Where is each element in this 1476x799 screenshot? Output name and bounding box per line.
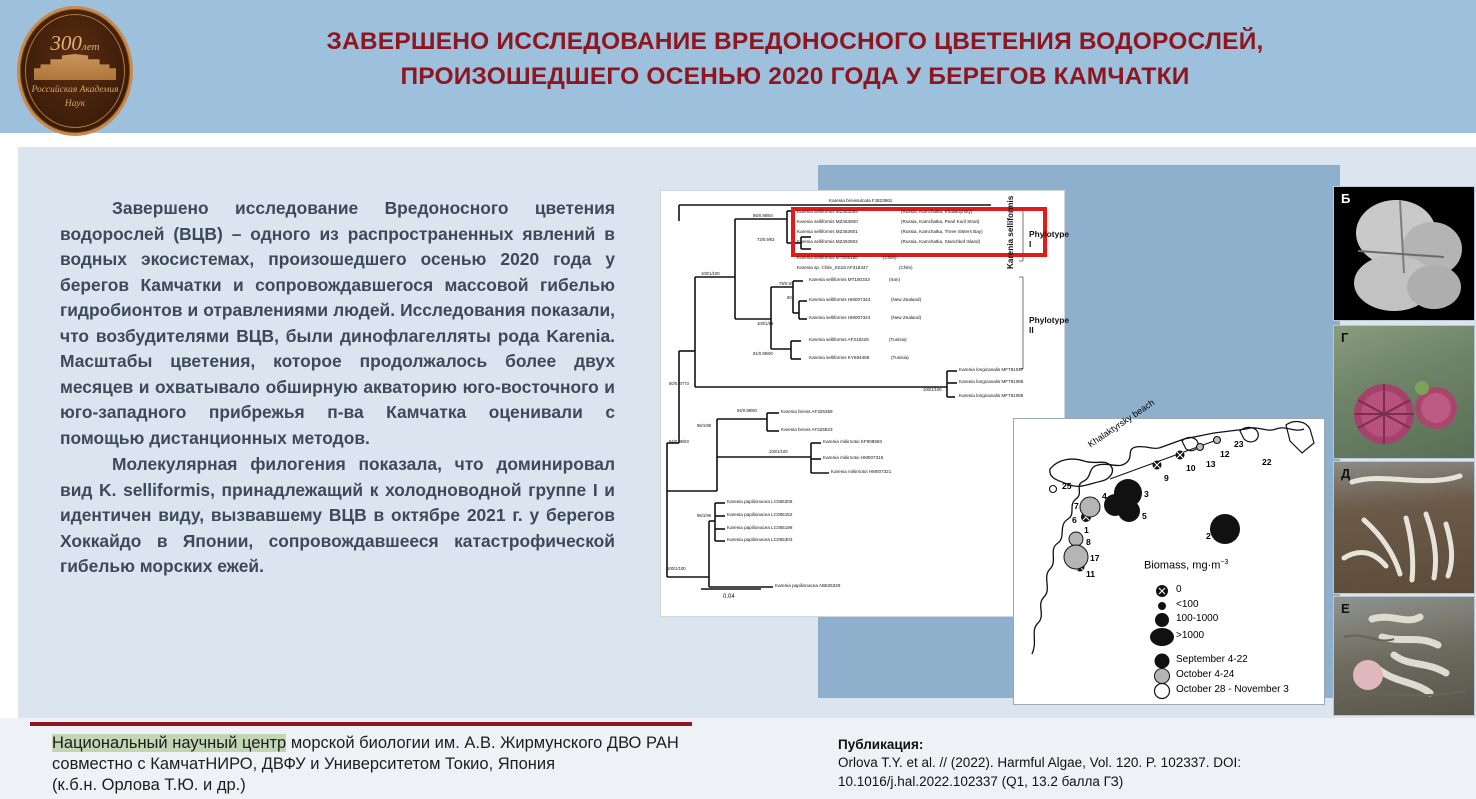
phylotype-1-label: Phylotype I (1029, 229, 1070, 249)
title-line-2: ПРОИЗОШЕДШЕГО ОСЕНЬЮ 2020 ГОДА У БЕРЕГОВ КАМЧАТКИ (400, 62, 1190, 90)
support-2: 73/0.9/63 (757, 237, 775, 242)
scale-bar-label: 0.04 (723, 594, 735, 600)
slide-title (200, 25, 1390, 95)
tip-p2-1: Karenia selliformis MT180343 (809, 277, 870, 282)
legend-biomass-gt1000: >1000 (1176, 630, 1205, 641)
logo-years-suffix: лет (81, 41, 100, 53)
legend-biomass-0: 0 (1176, 584, 1182, 595)
support-13: 100/1/100 (769, 449, 788, 454)
footer-organization-block (52, 733, 812, 796)
photo-label-g: Г (1341, 330, 1349, 345)
footer-highlight-center: Национальный научный центр (52, 734, 287, 752)
tip-long-2: Karenia longicanalis MF781065 (959, 379, 1024, 384)
tip-brevis-1: Karenia brevis AF325359 (781, 409, 833, 414)
station-12: 12 (1220, 449, 1230, 459)
photo-e-graphic (1334, 597, 1474, 715)
tip-papi-3: Karenia papilionacea LC065198 (727, 525, 793, 530)
tip-p2-3-locality: (New Zealand) (891, 315, 922, 320)
tip-p1-1-locality: (Chile) (883, 255, 897, 260)
description-text-column (60, 196, 615, 580)
station-6: 6 (1072, 515, 1077, 525)
footer-publication-block (838, 736, 1418, 791)
tip-highlight-4: Karenia selliformis MZ463602 (797, 239, 858, 244)
footer-line-3: (к.б.н. Орлова Т.Ю. и др.) (52, 776, 246, 795)
photo-d-graphic (1334, 462, 1474, 593)
tip-long-3: Karenia longicanalis MF781066 (959, 393, 1024, 398)
tip-papi-5: Karenia papilionacea AB625326 (775, 583, 841, 588)
tip-highlight-4-locality: (Russia, Kamchatka, Starichkof Island) (901, 239, 981, 244)
station-4: 4 (1102, 491, 1107, 501)
footer-line-1-rest: морской биологии им. А.В. Жирмунского ДВО РАН (286, 734, 679, 752)
beach-label: Khalaktyrsky beach (1086, 397, 1157, 450)
tip-miki-2: Karenia mikimotoi HM007316 (823, 455, 884, 460)
legend-date-oct-nov: October 28 - November 3 (1176, 684, 1289, 695)
legend-title-exponent: −3 (1220, 559, 1229, 566)
station-22: 22 (1262, 457, 1272, 467)
photo-label-d: Д (1341, 466, 1351, 481)
legend-biomass-100-1000: 100-1000 (1176, 613, 1219, 624)
station-10: 10 (1186, 463, 1196, 473)
logo-line-1: Российская Академия (31, 85, 119, 95)
ras-anniversary-logo (17, 6, 133, 136)
station-8: 8 (1086, 537, 1091, 547)
publication-line-1: Orlova T.Y. et al. // (2022). Harmful Algae, Vol. 120. P. 102337. DOI: (838, 755, 1241, 771)
logo-years: 300 (50, 31, 82, 55)
tip-p2-4: Karenia selliformis AF318226 (809, 337, 869, 342)
legend-date-september: September 4-22 (1176, 654, 1248, 665)
title-line-1: ЗАВЕРШЕНО ИССЛЕДОВАНИЕ ВРЕДОНОСНОГО ЦВЕТЕНИЯ ВОДОРОСЛЕЙ, (326, 28, 1264, 55)
tip-p1-1: Karenia selliformis MT808180 (797, 255, 858, 260)
tip-miki-1: Karenia mikimotoi KF908583 (823, 439, 882, 444)
photo-g-graphic (1334, 326, 1474, 458)
phylotype-2-label: Phylotype II (1029, 315, 1070, 335)
photo-panel-e (1333, 596, 1475, 716)
clade-label-karenia-selliformis: Karenia selliformis (1006, 195, 1015, 269)
tip-p1-2-locality: (Chile) (899, 265, 913, 270)
station-25: 25 (1062, 481, 1072, 491)
support-7: 80 (787, 295, 792, 300)
footer-line-2: совместно с КамчатНИРО, ДВФУ и Университетом Токио, Япония (52, 755, 556, 774)
support-12: 96/1/98 (697, 423, 711, 428)
legend-title-text: Biomass, mg·m (1144, 559, 1221, 572)
tip-p2-5: Karenia selliformis KY694468 (809, 355, 870, 360)
support-10: 100/1/100 (923, 387, 942, 392)
tip-highlight-1-locality: (Russia, Kamchatka, Khalaktyrsky) (901, 209, 973, 214)
station-13: 13 (1206, 459, 1216, 469)
tip-papi-2: Karenia papilionacea LC065152 (727, 512, 793, 517)
paragraph-2-text: Молекулярная филогения показала, что доминировал вид K. selliformis, принадлежащий к холодноводной группе I и идентичен виду, вызвавшему ВЦВ в октябре 2021 г. у берегов Хоккайдо в Японии, сопровождавшееся катастрофической гибелью морских ежей. (60, 454, 615, 576)
tip-brevis-2: Karenia brevis AF325823 (781, 427, 833, 432)
tip-highlight-2: Karenia selliformis MZ463600 (797, 219, 858, 224)
logo-300-text (20, 31, 130, 56)
support-15: 100/1/100 (667, 566, 686, 571)
legend-biomass-lt100: <100 (1176, 599, 1199, 610)
tip-highlight-2-locality: (Russia, Kamchatka, Pearl Kuril Strait) (901, 219, 980, 224)
paragraph-1-text: Завершено исследование Вредоносного цветения водорослей (ВЦВ) – одного из распространенных явлений в водных экосистемах, произошедшего осенью 2020 года у берегов Камчатки и сопровождавшегося массовой гибелью гидробионтов и отравлениями людей. Исследования показали, что возбудителями ВЦВ, были динофлагелляты рода Karenia. Масштабы цветения, которое продолжалось более двух месяцев и охватывало обширную акваторию юго-восточного и юго-западного прибрежья п-ва Камчатка оценивали с помощью дистанционных методов. (60, 198, 615, 448)
paragraph-2 (60, 452, 615, 580)
photo-panel-b (1333, 186, 1475, 321)
publication-header: Публикация: (838, 737, 924, 752)
header-divider (0, 133, 1476, 147)
phylogenetic-tree-figure (660, 190, 1070, 617)
footer-divider-rule (30, 722, 692, 726)
station-9: 9 (1164, 473, 1169, 483)
station-3: 3 (1144, 489, 1149, 499)
support-11: 94/0.98/90 (737, 408, 757, 413)
tip-highlight-1: Karenia selliformis MZ463599 (797, 209, 858, 214)
tip-highlight-3: Karenia selliformis MZ463601 (797, 229, 858, 234)
photo-panel-g (1333, 325, 1475, 459)
support-14: 95/1/99 (697, 513, 711, 518)
tip-long-1: Karenia longicanalis MF781047 (959, 367, 1024, 372)
station-11: 11 (1086, 569, 1096, 579)
station-17: 17 (1090, 553, 1100, 563)
support-8: 81/0.89/90 (753, 351, 773, 356)
publication-line-2: 10.1016/j.hal.2022.102337 (Q1, 13.2 балла ГЗ) (838, 773, 1124, 789)
tip-p1-2: Karenia sp. Chile_SS18 AF318347 (797, 265, 868, 270)
tip-miki-3: Karenia mikimotoi HM007321 (831, 469, 892, 474)
photo-label-b: Б (1341, 191, 1351, 206)
logo-line-2: Наук (64, 99, 86, 109)
paragraph-1 (60, 196, 615, 451)
tip-p2-5-locality: (Tunisia) (891, 355, 909, 360)
station-5: 5 (1142, 511, 1147, 521)
tip-p2-3: Karenia selliformis HM007324 (809, 315, 871, 320)
legend-title (1144, 559, 1228, 572)
support-4: 80/0.67/73 (669, 381, 689, 386)
station-7: 7 (1074, 501, 1079, 511)
tip-p2-2-locality: (New Zealand) (891, 297, 922, 302)
tip-p2-2: Karenia selliformis HM007343 (809, 297, 871, 302)
tip-papi-4: Karenia papilionacea LC065303 (727, 537, 793, 542)
tip-p2-4-locality: (Tunisia) (889, 337, 907, 342)
kamchatka-biomass-map (1013, 397, 1325, 705)
footer-line-1 (52, 733, 812, 754)
station-2: 2 (1206, 531, 1211, 541)
support-5: 100/1/89 (757, 321, 774, 326)
photo-b-graphic (1334, 187, 1474, 320)
tip-highlight-3-locality: (Russia, Kamchatka, Three Sisters Bay) (901, 229, 983, 234)
photo-label-e: Е (1341, 601, 1350, 616)
tip-outgroup: Karenia brevisulcata FJ823961 (829, 198, 893, 203)
support-6: 79/0.9/- (779, 281, 794, 286)
support-9: 94/0.99/93 (669, 439, 689, 444)
photo-panel-d (1333, 461, 1475, 594)
tip-papi-1: Karenia papilionacea LC065306 (727, 499, 793, 504)
station-1: 1 (1084, 525, 1089, 535)
station-23: 23 (1234, 439, 1244, 449)
legend-date-october: October 4-24 (1176, 669, 1235, 680)
tip-p2-1-locality: (Iran) (889, 277, 900, 282)
left-white-margin (0, 147, 18, 718)
support-3: 100/1/100 (701, 271, 720, 276)
support-1: 86/0.98/84 (753, 213, 773, 218)
